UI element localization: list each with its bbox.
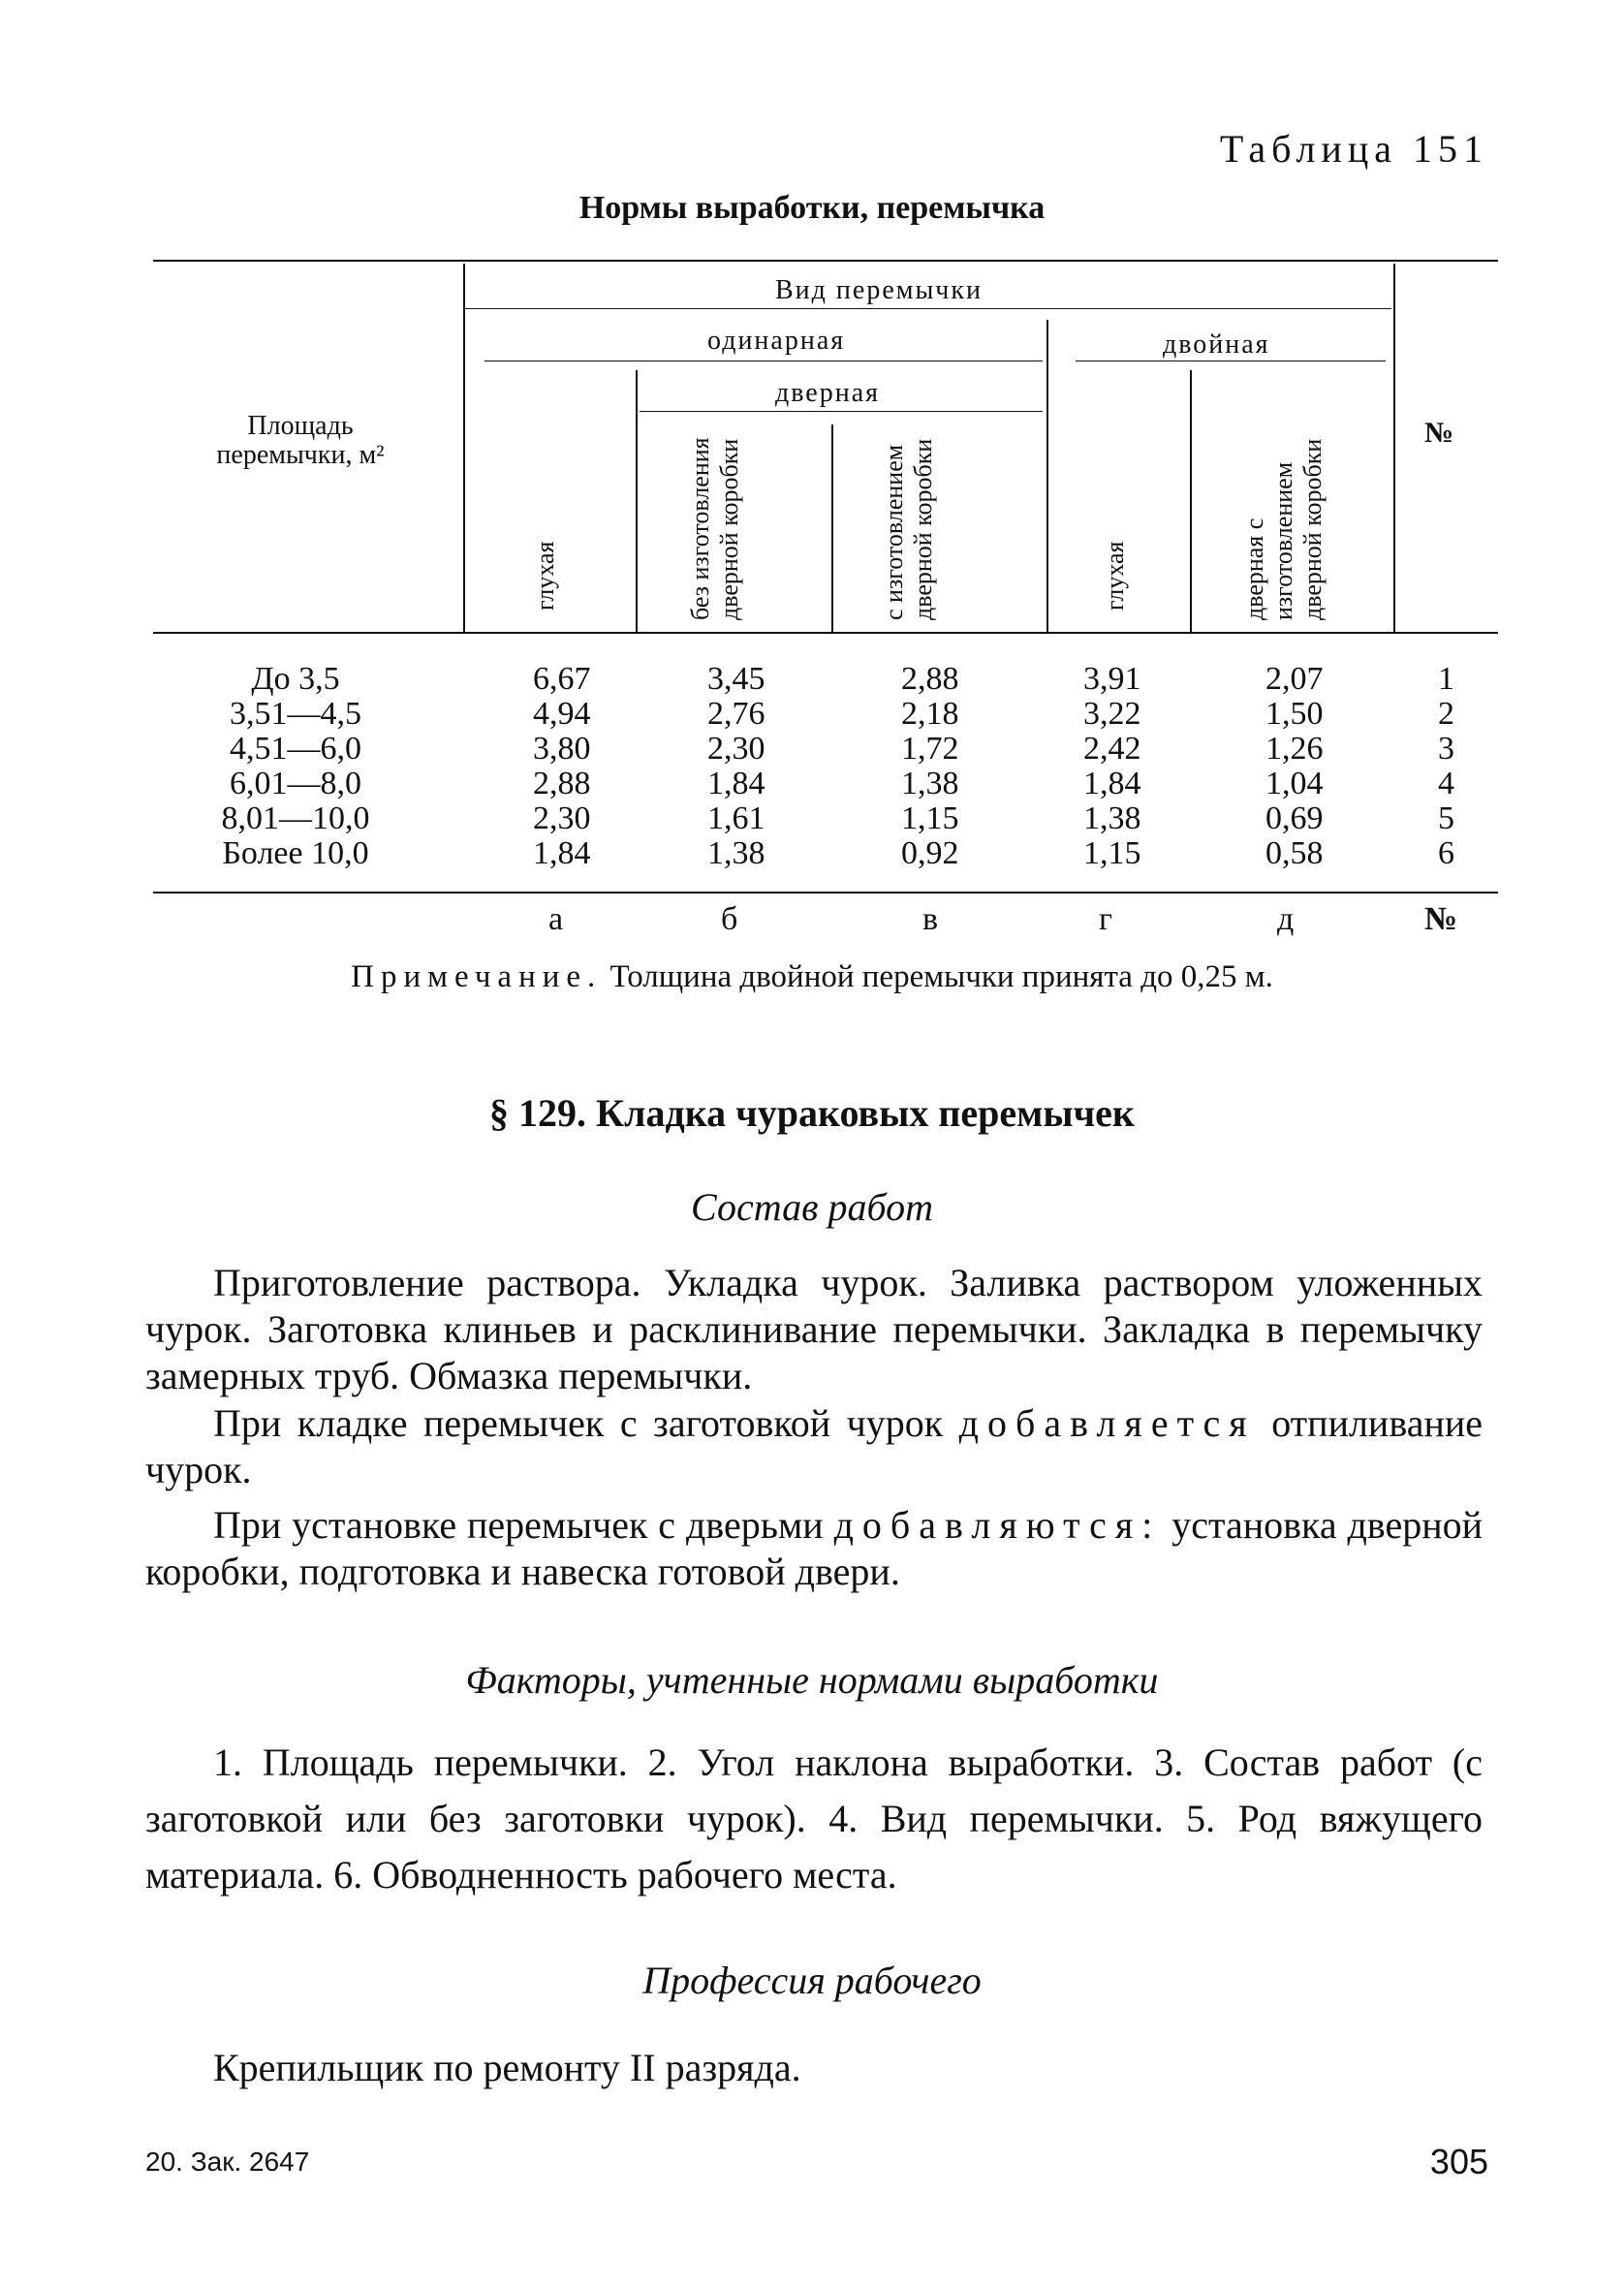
table-cell: 3,45 — [707, 661, 765, 697]
table-cell: 1,04 — [1265, 766, 1324, 801]
table-cell: 2,88 — [901, 661, 959, 697]
addition-2-word: добавляются: — [833, 1503, 1162, 1547]
header-bottom-rule — [153, 632, 1498, 634]
row-number: 5 — [1438, 800, 1454, 836]
row-area-label: Более 10,0 — [222, 835, 369, 871]
table-cell: 1,84 — [1083, 766, 1141, 801]
table-cell: 2,18 — [901, 696, 959, 732]
table-cell: 2,88 — [533, 766, 591, 801]
double-header: двойная — [1163, 329, 1270, 360]
table-cell: 1,15 — [1083, 835, 1141, 871]
addition-1-word: добавляется — [958, 1401, 1256, 1445]
row-number: 3 — [1438, 731, 1454, 767]
table-cell: 1,38 — [1083, 800, 1141, 836]
addition-1 — [145, 1400, 1483, 1493]
row-area-label: 6,01—8,0 — [230, 766, 361, 801]
letter-a: а — [548, 901, 564, 937]
col-c-header — [880, 397, 938, 620]
table-cell: 6,67 — [533, 661, 591, 697]
row-number: 4 — [1438, 766, 1454, 801]
letter-num: № — [1424, 901, 1458, 937]
addition-2-end: установка дверной коробки, подготовка и навеска готовой двери. — [145, 1503, 1483, 1593]
row-area-label: До 3,5 — [251, 661, 340, 697]
composition-title: Состав работ — [691, 1185, 933, 1229]
addition-2-start: При установке перемычек с дверьми — [213, 1503, 824, 1547]
num-header: № — [1424, 417, 1454, 449]
footer-order: 20. Зак. 2647 — [145, 2147, 310, 2177]
table-note — [0, 959, 1624, 995]
door-header: дверная — [775, 378, 881, 408]
body-bottom-rule — [153, 892, 1498, 894]
addition-2 — [145, 1502, 1483, 1595]
factors-title: Факторы, учтенные нормами выработки — [465, 1658, 1159, 1702]
col-a-header: глухая — [531, 541, 559, 611]
table-cell: 1,84 — [533, 835, 591, 871]
table-cell: 2,30 — [533, 800, 591, 836]
col-e-header-text: дверная с изготовлением дверной коробки — [1240, 438, 1327, 620]
table-cell: 2,42 — [1083, 731, 1141, 767]
table-cell: 2,30 — [707, 731, 765, 767]
row-number: 2 — [1438, 696, 1454, 732]
table-cell: 1,61 — [707, 800, 765, 836]
letter-d: д — [1277, 901, 1295, 937]
col-b-header-text: без изготовления дверной коробки — [686, 437, 743, 620]
col-c-header-text: с изготовлением дверной коробки — [880, 438, 937, 620]
section-title: § 129. Кладка чураковых перемычек — [489, 1091, 1135, 1135]
table-cell: 4,94 — [533, 696, 591, 732]
note-text: Толщина двойной перемычки принята до 0,25 м. — [609, 959, 1273, 994]
col-divider-glukh-door — [636, 370, 638, 632]
page-number: 305 — [1429, 2142, 1488, 2181]
note-label: Примечание. — [351, 959, 603, 994]
col-divider-single-double — [1046, 320, 1048, 632]
col-e-header — [1240, 368, 1327, 620]
row-number: 1 — [1438, 661, 1454, 697]
col-divider-area — [463, 264, 465, 632]
table-cell: 1,38 — [901, 766, 959, 801]
composition-text: Приготовление раствора. Укладка чурок. Заливка раствором уложенных чурок. Заготовка клиньев и расклинивание перемычки. Закладка в перемычку замерных труб. Обмазка перемычки. — [145, 1261, 1483, 1397]
table-cell: 2,76 — [707, 696, 765, 732]
table-top-rule — [153, 260, 1498, 262]
table-cell: 0,92 — [901, 835, 959, 871]
table-cell: 1,72 — [901, 731, 959, 767]
table-cell: 1,15 — [901, 800, 959, 836]
table-title: Нормы выработки, перемычка — [578, 190, 1046, 226]
table-cell: 3,91 — [1083, 661, 1141, 697]
letter-b: б — [721, 901, 738, 937]
type-header: Вид перемычки — [775, 275, 983, 305]
row-area-label: 8,01—10,0 — [221, 800, 370, 836]
col-b-header — [686, 397, 744, 620]
addition-1-start: При кладке перемычек с заготовкой чурок — [213, 1401, 944, 1445]
addition-1-end: отпиливание чурок. — [145, 1401, 1483, 1491]
col-divider-double-sub — [1190, 370, 1192, 632]
col-divider-door-sub — [831, 424, 833, 632]
table-cell: 3,80 — [533, 731, 591, 767]
type-underline — [465, 308, 1391, 309]
row-area-label: 4,51—6,0 — [230, 731, 361, 767]
table-cell: 1,38 — [707, 835, 765, 871]
col-d-header: глухая — [1101, 541, 1129, 611]
table-cell: 0,69 — [1265, 800, 1324, 836]
factors-text: 1. Площадь перемычки. 2. Угол наклона выработки. 3. Состав работ (с заготовкой или без заготовки чурок). 4. Вид перемычки. 5. Род вяжущего материала. 6. Обводненность рабочего места. — [145, 1740, 1483, 1897]
table-number: Таблица 151 — [1219, 127, 1488, 171]
profession-text: Крепильщик по ремонту II разряда. — [213, 2046, 801, 2089]
row-number: 6 — [1438, 835, 1454, 871]
letter-g: г — [1099, 901, 1112, 937]
letter-v: в — [922, 901, 939, 937]
area-header: Площадь перемычки, м² — [216, 411, 385, 470]
table-cell: 1,84 — [707, 766, 765, 801]
table-cell: 2,07 — [1265, 661, 1324, 697]
col-divider-num — [1393, 264, 1395, 632]
row-area-label: 3,51—4,5 — [230, 696, 361, 732]
table-cell: 1,50 — [1265, 696, 1324, 732]
profession-title: Профессия рабочего — [642, 1959, 982, 2002]
table-cell: 3,22 — [1083, 696, 1141, 732]
table-cell: 1,26 — [1265, 731, 1324, 767]
single-header: одинарная — [707, 326, 846, 356]
table-cell: 0,58 — [1265, 835, 1324, 871]
